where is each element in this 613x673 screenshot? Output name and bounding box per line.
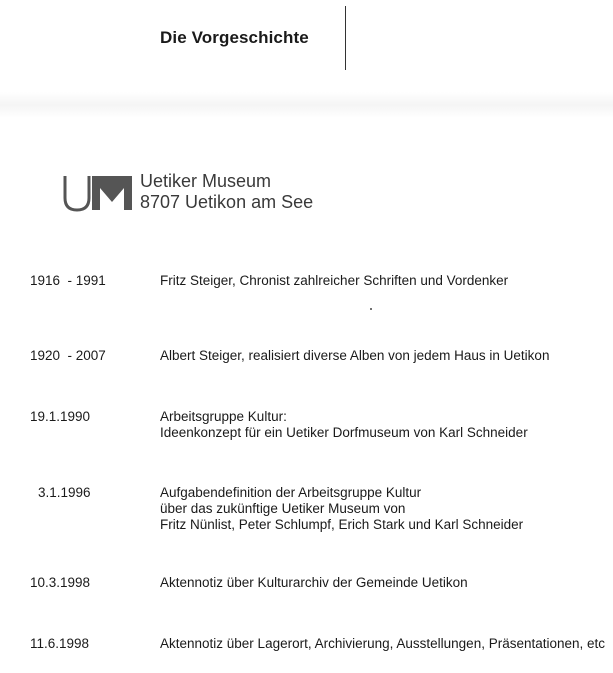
timeline-entry	[160, 575, 468, 591]
timeline-date: 11.6.1998	[30, 636, 90, 651]
entry-line: Fritz Nünlist, Peter Schlumpf, Erich Stark und Karl Schneider	[160, 517, 524, 532]
museum-logo-icon	[62, 172, 134, 212]
timeline-date: 1920 - 2007	[30, 348, 106, 363]
timeline-entry	[160, 636, 605, 652]
scan-dot	[370, 308, 372, 310]
scan-smudge	[0, 92, 613, 118]
logo-u-shape	[65, 176, 89, 210]
timeline-date: 1916 - 1991	[30, 273, 106, 288]
timeline-date: 19.1.1990	[30, 409, 91, 424]
entry-line: Arbeitsgruppe Kultur:	[160, 409, 287, 424]
entry-line: Ideenkonzept für ein Uetiker Dorfmuseum von Karl Schneider	[160, 425, 528, 440]
entry-line: Aufgabendefinition der Arbeitsgruppe Kultur	[160, 485, 422, 500]
museum-name: Uetiker Museum	[140, 171, 272, 191]
entry-line: über das zukünftige Uetiker Museum von	[160, 501, 406, 516]
timeline-date: 10.3.1998	[30, 575, 91, 590]
entry-line: Aktennotiz über Kulturarchiv der Gemeinde Uetikon	[160, 575, 468, 590]
entry-line: Albert Steiger, realisiert diverse Alben von jedem Haus in Uetikon	[160, 348, 550, 363]
timeline-entry	[160, 348, 549, 364]
logo-m-shape	[92, 176, 132, 210]
timeline-entry	[160, 273, 508, 289]
entry-line: Fritz Steiger, Chronist zahlreicher Schriften und Vordenker	[160, 273, 509, 288]
entry-line: Aktennotiz über Lagerort, Archivierung, Ausstellungen, Präsentationen, etc	[160, 636, 606, 651]
timeline-entry	[160, 485, 523, 533]
page-title: Die Vorgeschichte	[160, 28, 309, 47]
timeline-date: 3.1.1996	[38, 485, 91, 500]
timeline-entry	[160, 409, 528, 441]
vertical-rule	[345, 6, 346, 70]
museum-address: 8707 Uetikon am See	[140, 192, 314, 212]
